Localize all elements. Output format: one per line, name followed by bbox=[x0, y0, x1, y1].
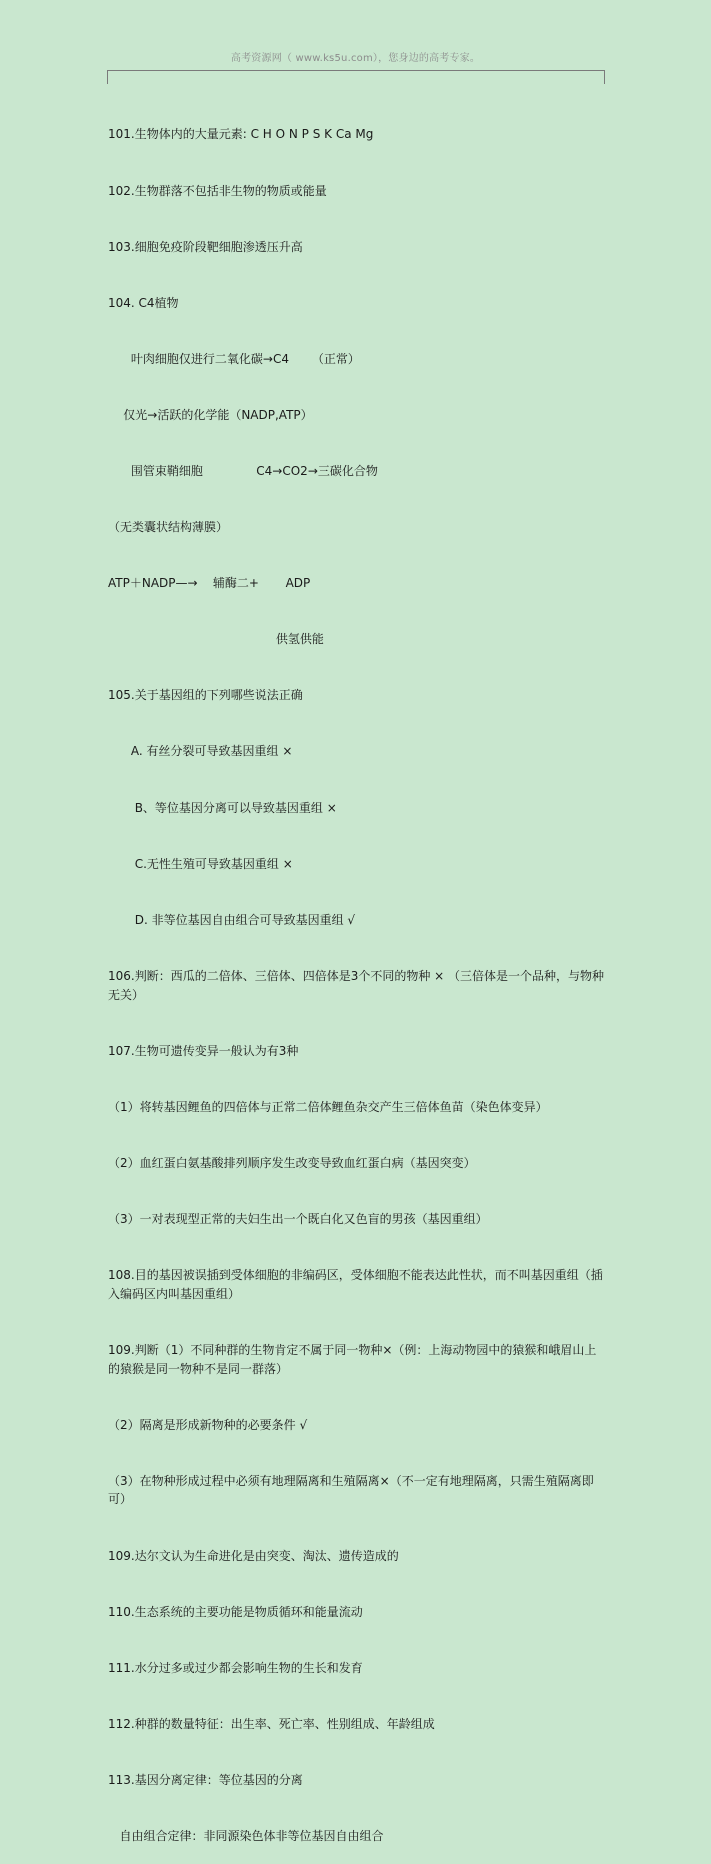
text-line: 供氢供能 bbox=[108, 632, 362, 647]
text-line: （2）血红蛋白氨基酸排列顺序发生改变导致血红蛋白病（基因突变） bbox=[108, 1155, 476, 1170]
text-line: 104. C4植物 bbox=[108, 295, 179, 310]
text-line: C.无性生殖可导致基因重组 × bbox=[108, 856, 293, 871]
text-line: （无类囊状结构薄膜） bbox=[108, 520, 229, 535]
document-body bbox=[108, 88, 608, 1864]
text-line: 110.生态系统的主要功能是物质循环和能量流动 bbox=[108, 1604, 363, 1619]
text-paragraph: 109.判断（1）不同种群的生物肯定不属于同一物种×（例：上海动物园中的猿猴和峨眉山上的猿猴是同一物种不是同一群落） bbox=[108, 1342, 597, 1376]
text-line: ATP＋NADP—→ 辅酶二+ ADP bbox=[108, 576, 311, 591]
text-paragraph: 106.判断：西瓜的二倍体、三倍体、四倍体是3个不同的物种 × （三倍体是一个品种，与物种无关） bbox=[108, 968, 605, 1002]
text-line: 自由组合定律：非同源染色体非等位基因自由组合 bbox=[108, 1829, 384, 1843]
crop-mark-left bbox=[107, 70, 108, 84]
text-line: 107.生物可遗传变异一般认为有3种 bbox=[108, 1043, 299, 1058]
text-paragraph: 108.目的基因被误插到受体细胞的非编码区，受体细胞不能表达此性状，而不叫基因重组（插入编码区内叫基因重组） bbox=[108, 1268, 603, 1301]
crop-mark-right bbox=[604, 70, 605, 84]
text-line: B、等位基因分离可以导致基因重组 × bbox=[108, 800, 337, 815]
text-line: 109.达尔文认为生命进化是由突变、淘汰、遗传造成的 bbox=[108, 1548, 399, 1563]
text-line: （1）将转基因鲤鱼的四倍体与正常二倍体鲤鱼杂交产生三倍体鱼苗（染色体变异） bbox=[108, 1099, 548, 1114]
header-rule bbox=[107, 70, 604, 71]
text-line: 113.基因分离定律：等位基因的分离 bbox=[108, 1772, 303, 1787]
text-line: A. 有丝分裂可导致基因重组 × bbox=[108, 744, 293, 759]
text-line: 111.水分过多或过少都会影响生物的生长和发育 bbox=[108, 1660, 363, 1675]
text-line: 105.关于基因组的下列哪些说法正确 bbox=[108, 688, 303, 703]
text-line: 叶肉细胞仅进行二氧化碳→C4 （正常） bbox=[108, 351, 360, 366]
text-line: 101.生物体内的大量元素: C H O N P S K Ca Mg bbox=[108, 127, 374, 142]
text-line: （3）一对表现型正常的夫妇生出一个既白化又色盲的男孩（基因重组） bbox=[108, 1211, 488, 1226]
text-line: 围管束鞘细胞 C4→CO2→三碳化合物 bbox=[108, 463, 378, 478]
text-line: 仅光→活跃的化学能（NADP,ATP） bbox=[108, 407, 313, 422]
text-line: （2）隔离是形成新物种的必要条件 √ bbox=[108, 1417, 308, 1432]
text-line: 112.种群的数量特征：出生率、死亡率、性别组成、年龄组成 bbox=[108, 1716, 435, 1731]
text-paragraph: （3）在物种形成过程中必须有地理隔离和生殖隔离×（不一定有地理隔离，只需生殖隔离即可） bbox=[108, 1473, 594, 1507]
text-line: 103.细胞免疫阶段靶细胞渗透压升高 bbox=[108, 239, 303, 254]
page-header: 高考资源网（ www.ks5u.com），您身边的高考专家。 bbox=[230, 53, 481, 64]
text-line: D. 非等位基因自由组合可导致基因重组 √ bbox=[108, 912, 356, 927]
text-line: 102.生物群落不包括非生物的物质或能量 bbox=[108, 183, 327, 198]
